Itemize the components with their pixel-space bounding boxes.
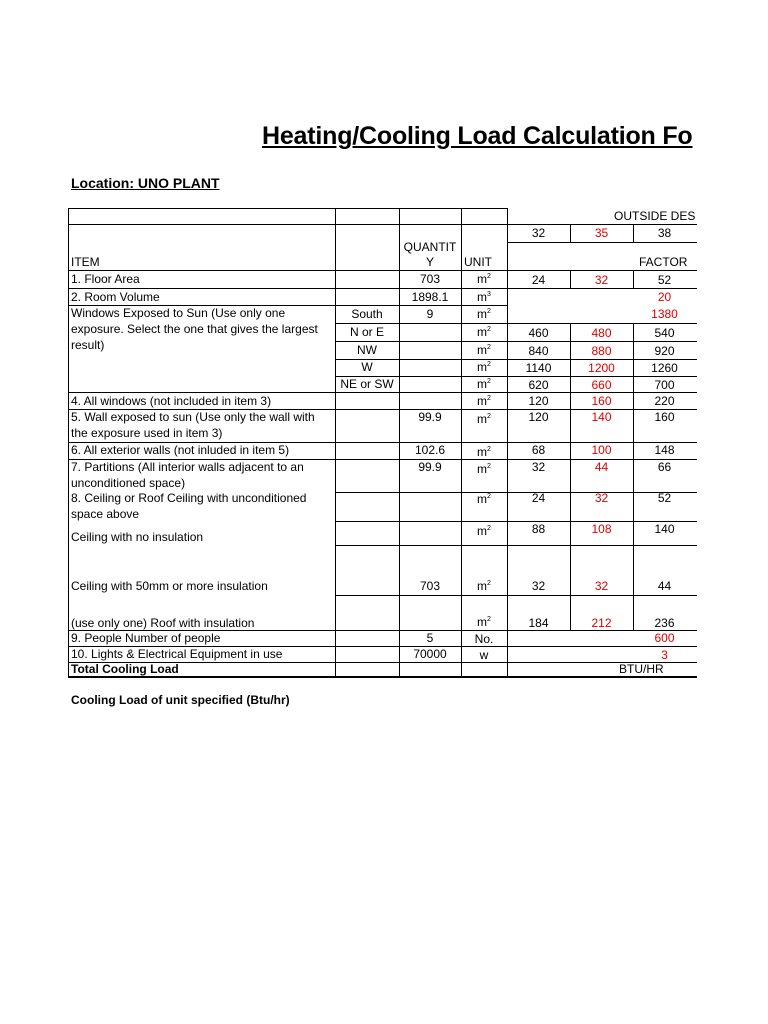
item-ceiling-50mm: Ceiling with 50mm or more insulation xyxy=(71,579,268,593)
exposure-nw: NW xyxy=(357,343,377,357)
exposure-ne-or-sw: NE or SW xyxy=(340,377,394,391)
factor-partitions-1: 32 xyxy=(531,460,546,474)
factor-floor-area-1: 24 xyxy=(531,273,546,287)
item-people: 9. People Number of people xyxy=(71,631,221,645)
factor-ceiling-roof-1: 24 xyxy=(531,491,546,505)
qty-partitions: 99.9 xyxy=(418,460,442,474)
factor-partitions-3: 66 xyxy=(657,460,672,474)
factor-floor-area-2: 32 xyxy=(594,273,609,287)
qty-ceiling-50mm: 703 xyxy=(419,579,441,593)
location-label: Location: UNO PLANT xyxy=(71,175,220,191)
factor-header: FACTOR xyxy=(639,255,688,269)
item-total-cooling-load: Total Cooling Load xyxy=(71,662,179,676)
item-partitions: 7. Partitions (All interior walls adjacent to an unconditioned space) xyxy=(71,460,304,490)
qty-exterior-walls: 102.6 xyxy=(414,443,446,457)
factor-nw-2: 880 xyxy=(591,344,612,358)
factor-people: 600 xyxy=(654,631,675,645)
factor-wall-sun-2: 140 xyxy=(591,410,612,424)
item-room-volume: 2. Room Volume xyxy=(71,290,160,304)
temp-col-1: 32 xyxy=(531,226,546,240)
exposure-n-or-e: N or E xyxy=(349,325,384,339)
item-all-windows: 4. All windows (not included in item 3) xyxy=(71,394,272,408)
factor-ne-or-sw-1: 620 xyxy=(528,378,549,392)
unit-exterior-walls: $m^2$ xyxy=(477,445,491,459)
page-title: Heating/Cooling Load Calculation Fo xyxy=(262,122,693,150)
factor-ne-or-sw-2: 660 xyxy=(591,378,612,392)
unit-room-volume: $m^3$ xyxy=(477,290,491,304)
factor-partitions-2: 44 xyxy=(594,460,609,474)
factor-exterior-walls-2: 100 xyxy=(591,443,612,457)
factor-w-3: 1260 xyxy=(651,361,678,375)
factor-roof-insulation-1: 184 xyxy=(528,616,549,630)
qty-windows-south: 9 xyxy=(426,307,434,321)
item-lights: 10. Lights & Electrical Equipment in use xyxy=(71,647,283,661)
unit-all-windows: $m^2$ xyxy=(477,394,491,408)
factor-nw-3: 920 xyxy=(654,344,675,358)
factor-all-windows-1: 120 xyxy=(528,394,549,408)
unit-ceiling-roof: $m^2$ xyxy=(477,492,491,506)
load-calculation-table xyxy=(67,208,697,678)
exposure-w: W xyxy=(361,360,373,374)
item-exterior-walls: 6. All exterior walls (not inluded in item 5) xyxy=(71,443,290,457)
factor-nw-1: 840 xyxy=(528,344,549,358)
item-floor-area: 1. Floor Area xyxy=(71,272,140,286)
factor-w-1: 1140 xyxy=(525,361,552,375)
total-unit-btu-hr: BTU/HR xyxy=(619,662,664,676)
outside-design-label: OUTSIDE DES xyxy=(614,209,696,223)
factor-ceiling-no-insulation-1: 88 xyxy=(531,522,546,536)
qty-room-volume: 1898.1 xyxy=(411,290,449,304)
factor-ceiling-roof-3: 52 xyxy=(657,491,672,505)
quantity-header-line2: Y xyxy=(425,255,434,269)
cooling-load-footnote: Cooling Load of unit specified (Btu/hr) xyxy=(71,693,290,707)
qty-wall-sun: 99.9 xyxy=(418,410,442,424)
unit-ceiling-50mm: $m^2$ xyxy=(477,579,491,593)
factor-n-or-e-3: 540 xyxy=(654,326,675,340)
unit-windows-ne-or-sw: $m^2$ xyxy=(477,377,491,391)
factor-ceiling-no-insulation-3: 140 xyxy=(654,522,675,536)
item-header: ITEM xyxy=(71,255,100,269)
item-ceiling-no-insulation: Ceiling with no insulation xyxy=(71,530,204,544)
factor-ceiling-roof-2: 32 xyxy=(594,491,609,505)
unit-ceiling-no-insulation: $m^2$ xyxy=(477,524,491,538)
factor-ceiling-50mm-3: 44 xyxy=(657,579,672,593)
unit-partitions: $m^2$ xyxy=(477,462,491,476)
qty-people: 5 xyxy=(426,631,434,645)
factor-windows-south: 1380 xyxy=(651,307,678,321)
unit-floor-area: $m^2$ xyxy=(477,272,491,286)
factor-room-volume: 20 xyxy=(657,290,672,304)
factor-roof-insulation-3: 236 xyxy=(654,616,675,630)
factor-roof-insulation-2: 212 xyxy=(591,616,612,630)
factor-n-or-e-1: 460 xyxy=(528,326,549,340)
factor-wall-sun-3: 160 xyxy=(654,410,675,424)
factor-exterior-walls-1: 68 xyxy=(531,443,546,457)
unit-people: No. xyxy=(474,632,494,646)
factor-n-or-e-2: 480 xyxy=(591,326,612,340)
unit-windows-w: $m^2$ xyxy=(477,360,491,374)
factor-exterior-walls-3: 148 xyxy=(654,443,675,457)
temp-col-3: 38 xyxy=(657,226,672,240)
unit-windows-nw: $m^2$ xyxy=(477,343,491,357)
unit-roof-insulation: $m^2$ xyxy=(477,615,491,629)
qty-floor-area: 703 xyxy=(419,272,441,286)
item-roof-insulation: (use only one) Roof with insulation xyxy=(71,616,255,630)
quantity-header-line1: QUANTIT xyxy=(403,240,457,254)
factor-ceiling-50mm-1: 32 xyxy=(531,579,546,593)
factor-all-windows-3: 220 xyxy=(654,394,675,408)
item-ceiling-roof: 8. Ceiling or Roof Ceiling with unconditioned space above xyxy=(71,491,307,521)
unit-windows-n-or-e: $m^2$ xyxy=(477,325,491,339)
factor-lights: 3 xyxy=(661,648,668,662)
factor-ceiling-no-insulation-2: 108 xyxy=(591,522,612,536)
unit-lights: w xyxy=(479,648,489,662)
item-windows-exposed: Windows Exposed to Sun (Use only one exposure. Select the one that gives the largest result) xyxy=(71,306,318,352)
temp-col-2: 35 xyxy=(594,226,609,240)
factor-ne-or-sw-3: 700 xyxy=(654,378,675,392)
unit-windows-south: $m^2$ xyxy=(477,307,491,321)
factor-w-2: 1200 xyxy=(588,361,615,375)
exposure-south: South xyxy=(351,307,383,321)
factor-ceiling-50mm-2: 32 xyxy=(594,579,609,593)
factor-all-windows-2: 160 xyxy=(591,394,612,408)
item-wall-sun: 5. Wall exposed to sun (Use only the wall with the exposure used in item 3) xyxy=(71,410,315,440)
factor-floor-area-3: 52 xyxy=(657,273,672,287)
unit-header: UNIT xyxy=(464,255,492,269)
qty-lights: 70000 xyxy=(413,647,447,661)
unit-wall-sun: $m^2$ xyxy=(477,412,491,426)
factor-wall-sun-1: 120 xyxy=(528,410,549,424)
